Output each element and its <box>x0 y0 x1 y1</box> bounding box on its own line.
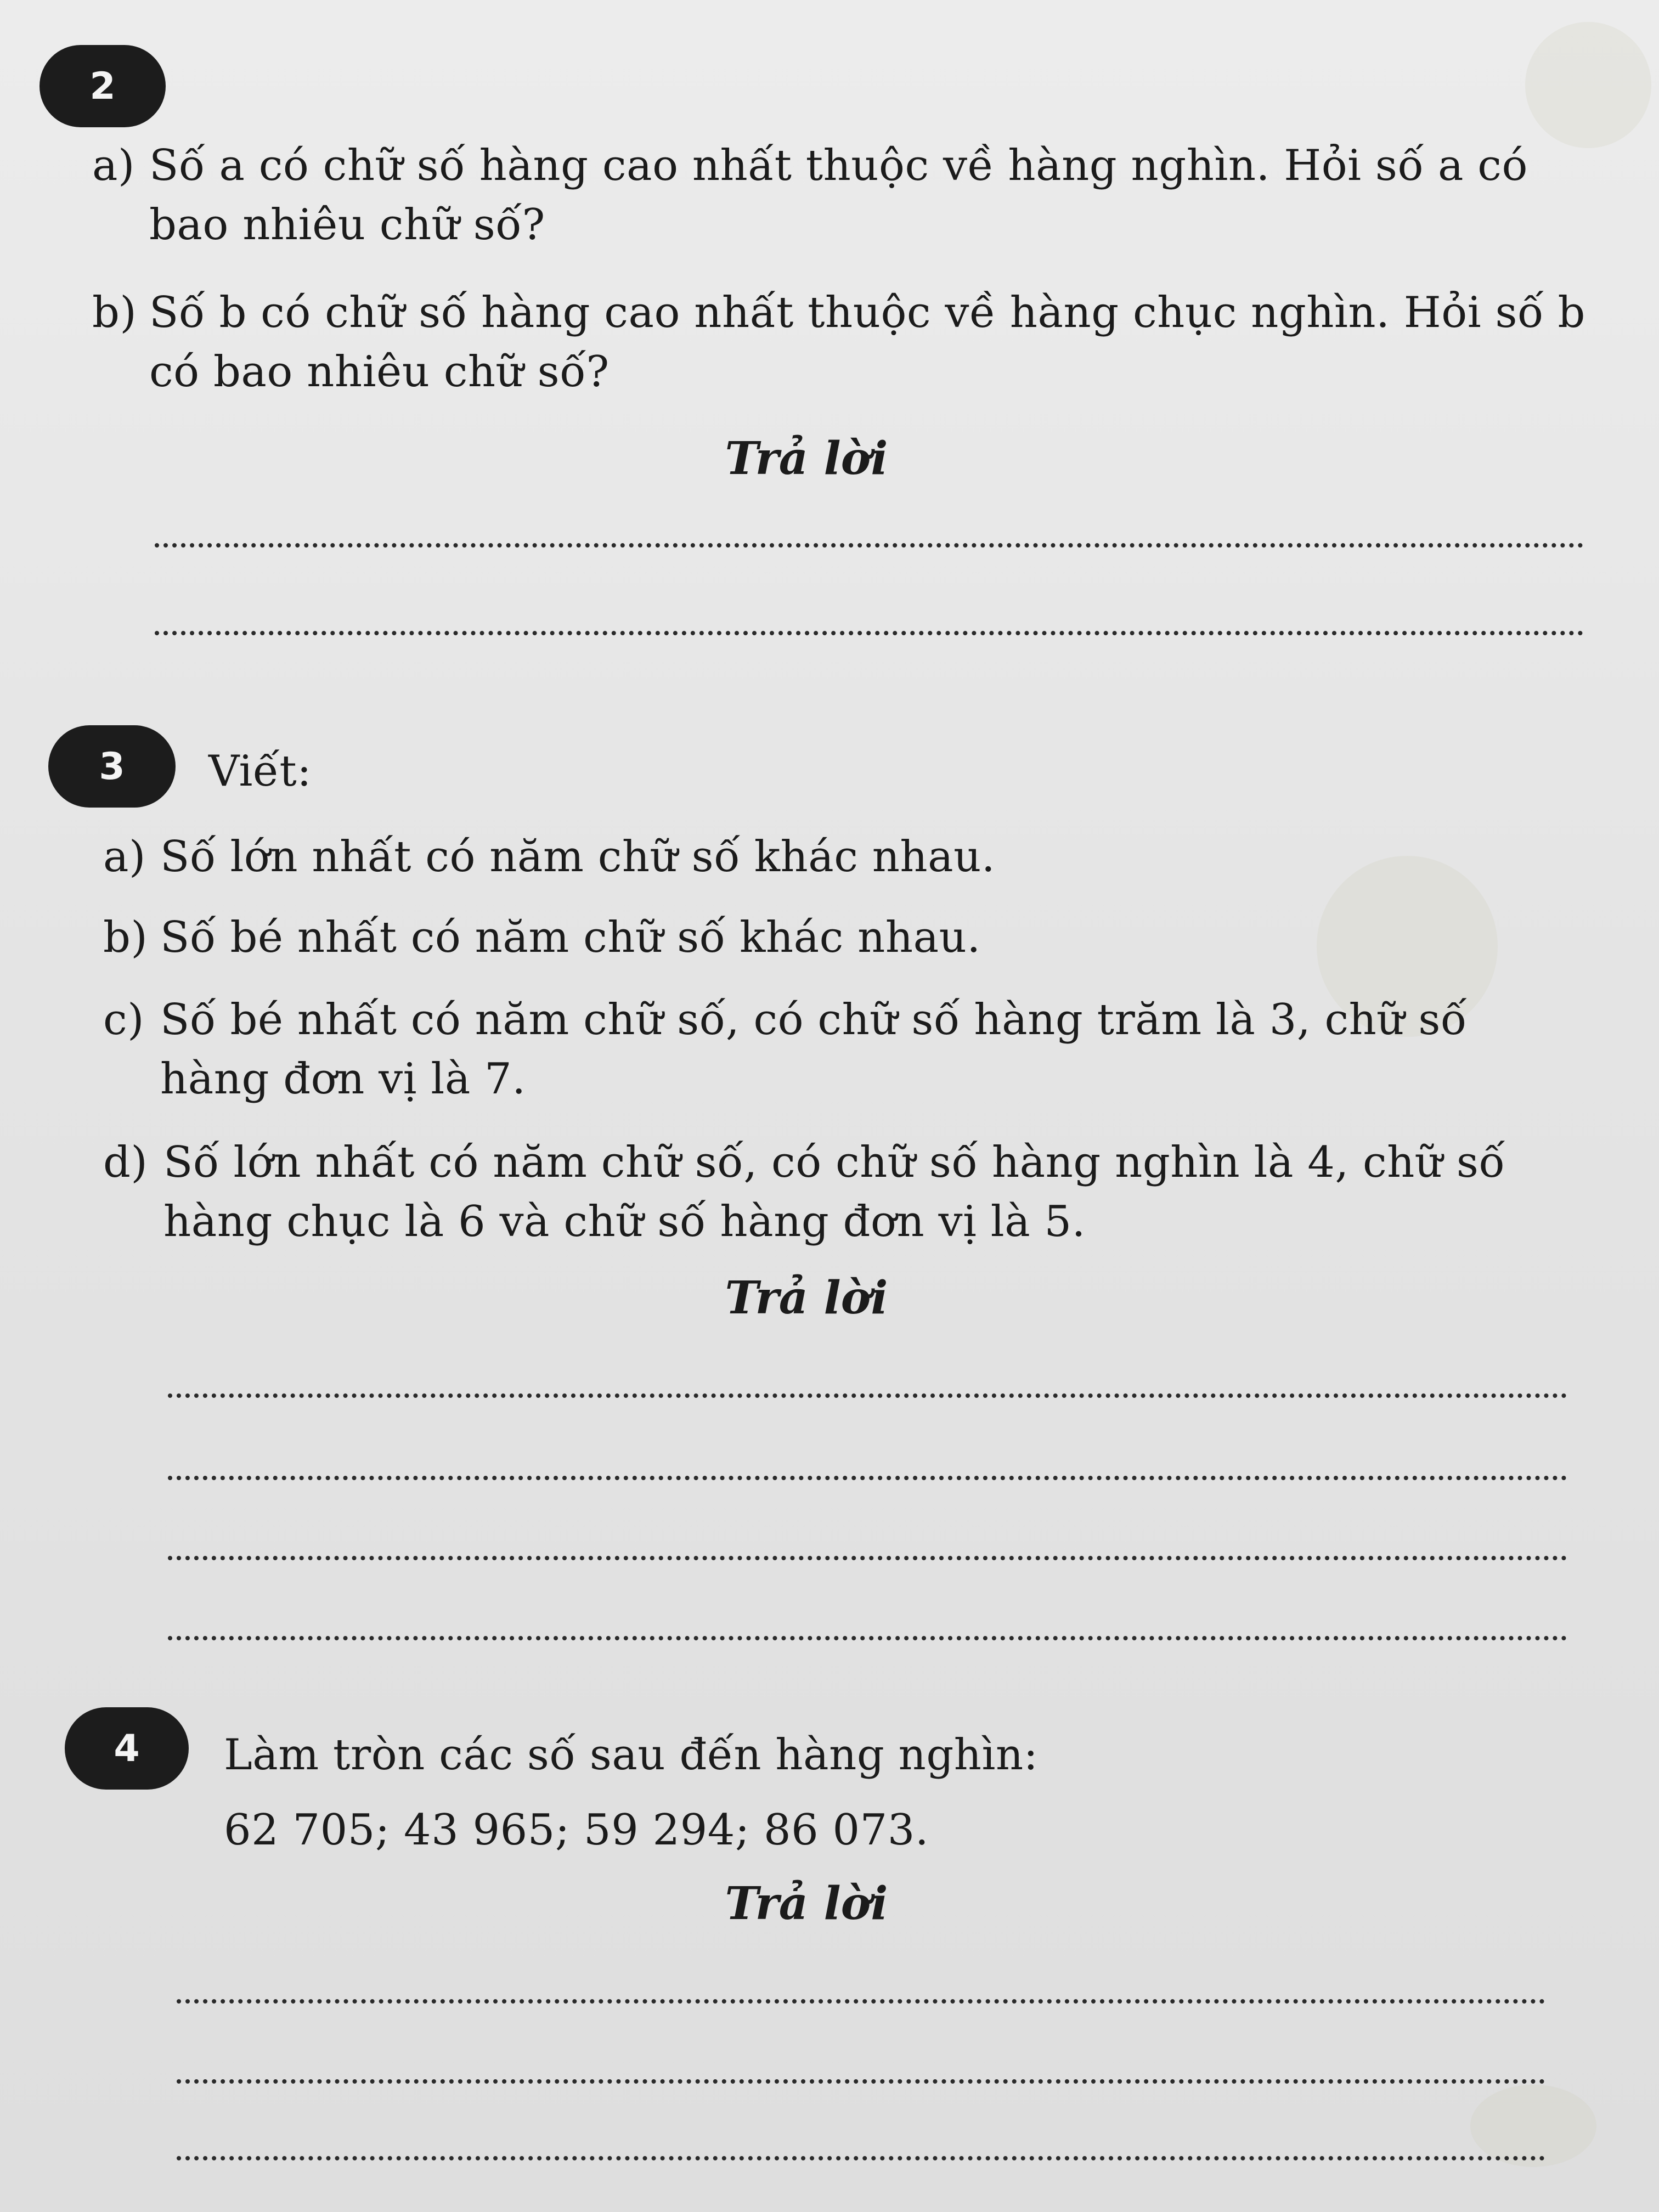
bleed-through-mark <box>1525 22 1651 148</box>
answer-line[interactable] <box>177 2156 1545 2160</box>
question-label: d) <box>103 1138 148 1187</box>
answer-line[interactable] <box>177 2079 1545 2084</box>
question-2a <box>92 136 1528 255</box>
question-text: Số b có chữ số hàng cao nhất thuộc về hàng chục nghìn. Hỏi số b <box>149 288 1585 337</box>
question-text: hàng đơn vị là 7. <box>160 1054 526 1104</box>
question-label: b) <box>92 288 137 337</box>
question-3b <box>103 908 981 967</box>
question-text: hàng chục là 6 và chữ số hàng đơn vị là 5. <box>163 1197 1086 1246</box>
question-3c <box>103 990 1467 1109</box>
question-text: Số bé nhất có năm chữ số, có chữ số hàng trăm là 3, chữ số <box>160 995 1468 1045</box>
question-3d <box>103 1133 1505 1251</box>
answer-line[interactable] <box>177 1999 1545 2004</box>
question-label: a) <box>103 832 146 882</box>
exercise-instruction: Làm tròn các số sau đến hàng nghìn: <box>224 1730 1039 1780</box>
exercise-instruction: Viết: <box>208 747 312 796</box>
answer-title: Trả lời <box>725 1877 888 1930</box>
exercise-number-badge: 4 <box>65 1707 189 1790</box>
answer-title: Trả lời <box>725 432 888 485</box>
bleed-through-mark <box>1470 2085 1596 2167</box>
answer-line[interactable] <box>168 1556 1567 1560</box>
answer-line[interactable] <box>155 543 1583 548</box>
question-label: a) <box>92 141 135 190</box>
question-label: c) <box>103 995 145 1045</box>
question-text: Số lớn nhất có năm chữ số, có chữ số hàng nghìn là 4, chữ số <box>163 1138 1505 1187</box>
question-text: Số lớn nhất có năm chữ số khác nhau. <box>160 832 996 882</box>
answer-line[interactable] <box>168 1393 1567 1398</box>
question-label: b) <box>103 913 148 962</box>
question-text: bao nhiêu chữ số? <box>149 200 545 250</box>
question-text: Số bé nhất có năm chữ số khác nhau. <box>160 913 981 962</box>
question-text: Số a có chữ số hàng cao nhất thuộc về hàng nghìn. Hỏi số a có <box>149 141 1528 190</box>
answer-title: Trả lời <box>725 1272 888 1324</box>
question-3a <box>103 827 995 887</box>
question-text: có bao nhiêu chữ số? <box>149 347 610 397</box>
answer-line[interactable] <box>155 631 1583 635</box>
exercise-number-badge: 3 <box>48 725 176 808</box>
question-2b <box>92 283 1585 402</box>
answer-line[interactable] <box>168 1636 1567 1640</box>
numbers-to-round: 62 705; 43 965; 59 294; 86 073. <box>224 1805 929 1855</box>
answer-line[interactable] <box>168 1476 1567 1480</box>
exercise-number-badge: 2 <box>40 45 166 127</box>
